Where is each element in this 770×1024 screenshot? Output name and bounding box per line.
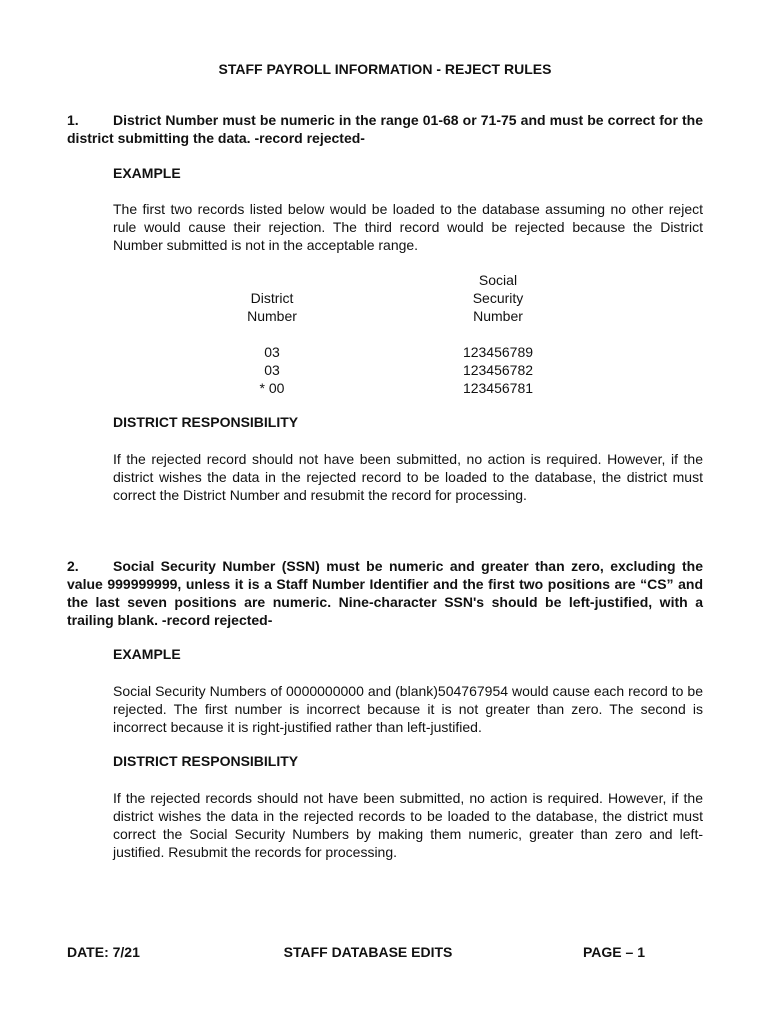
footer-title: STAFF DATABASE EDITS — [283, 944, 453, 960]
table-cell-ssn: 123456781 — [462, 380, 534, 396]
ssn-header-line2: Security — [472, 290, 524, 306]
rule-2-text: Social Security Number (SSN) must be numeric and greater than zero, excluding the value 999999999, unless it is a Staff Number Identifier and the first two positions are “CS” and the last seven positions are numeric. Nine-character SSN's should be left-justified, with a trailing blank. -record rejected- — [67, 558, 703, 628]
rule-1 — [67, 111, 703, 147]
rule-2-number: 2. — [67, 558, 79, 574]
table-cell-ssn: 123456782 — [462, 362, 534, 378]
rule-2-example-heading: EXAMPLE — [113, 646, 181, 662]
rule-1-responsibility-text: If the rejected record should not have been submitted, no action is required. However, if the district wishes the data in the rejected record to be loaded to the database, the district must correct the District Number and resubmit the record for processing. — [113, 451, 703, 503]
rule-2-responsibility-text: If the rejected records should not have been submitted, no action is required. However, if the district wishes the data in the rejected records to be loaded to the database, the district must correct the Social Security Numbers by making them numeric, greater than zero and left-justified. Resubmit the records for processing. — [113, 790, 703, 860]
footer-date: DATE: 7/21 — [67, 944, 140, 960]
ssn-header-line1: Social — [478, 272, 518, 288]
rule-1-example-text: The first two records listed below would be loaded to the database assuming no other reject rule would cause their rejection. The third record would be rejected because the District Number submitted is not in the acceptable range. — [113, 201, 703, 253]
page-title: STAFF PAYROLL INFORMATION - REJECT RULES — [218, 61, 552, 77]
rule-1-number: 1. — [67, 112, 79, 128]
district-header-line1: District — [250, 290, 294, 306]
footer-page-number: PAGE – 1 — [583, 944, 645, 960]
table-cell-ssn: 123456789 — [462, 344, 534, 360]
rule-2 — [67, 557, 703, 629]
rule-2-responsibility-heading: DISTRICT RESPONSIBILITY — [113, 753, 299, 769]
rule-1-responsibility-heading: DISTRICT RESPONSIBILITY — [113, 414, 299, 430]
district-header-line2: Number — [247, 308, 297, 324]
table-cell-district: 03 — [264, 362, 280, 378]
rule-1-example-heading: EXAMPLE — [113, 165, 181, 181]
rule-2-example-text: Social Security Numbers of 0000000000 and (blank)504767954 would cause each record to be rejected. The first number is incorrect because it is not greater than zero. The second is incorrect because it is right-justified rather than left-justified. — [113, 683, 703, 735]
table-cell-district: * 00 — [259, 380, 285, 396]
table-cell-district: 03 — [264, 344, 280, 360]
ssn-column — [448, 271, 548, 397]
rule-1-text: District Number must be numeric in the range 01-68 or 71-75 and must be correct for the district submitting the data. -record rejected- — [67, 112, 703, 146]
ssn-header-line3: Number — [473, 308, 523, 324]
district-number-column — [232, 289, 312, 397]
